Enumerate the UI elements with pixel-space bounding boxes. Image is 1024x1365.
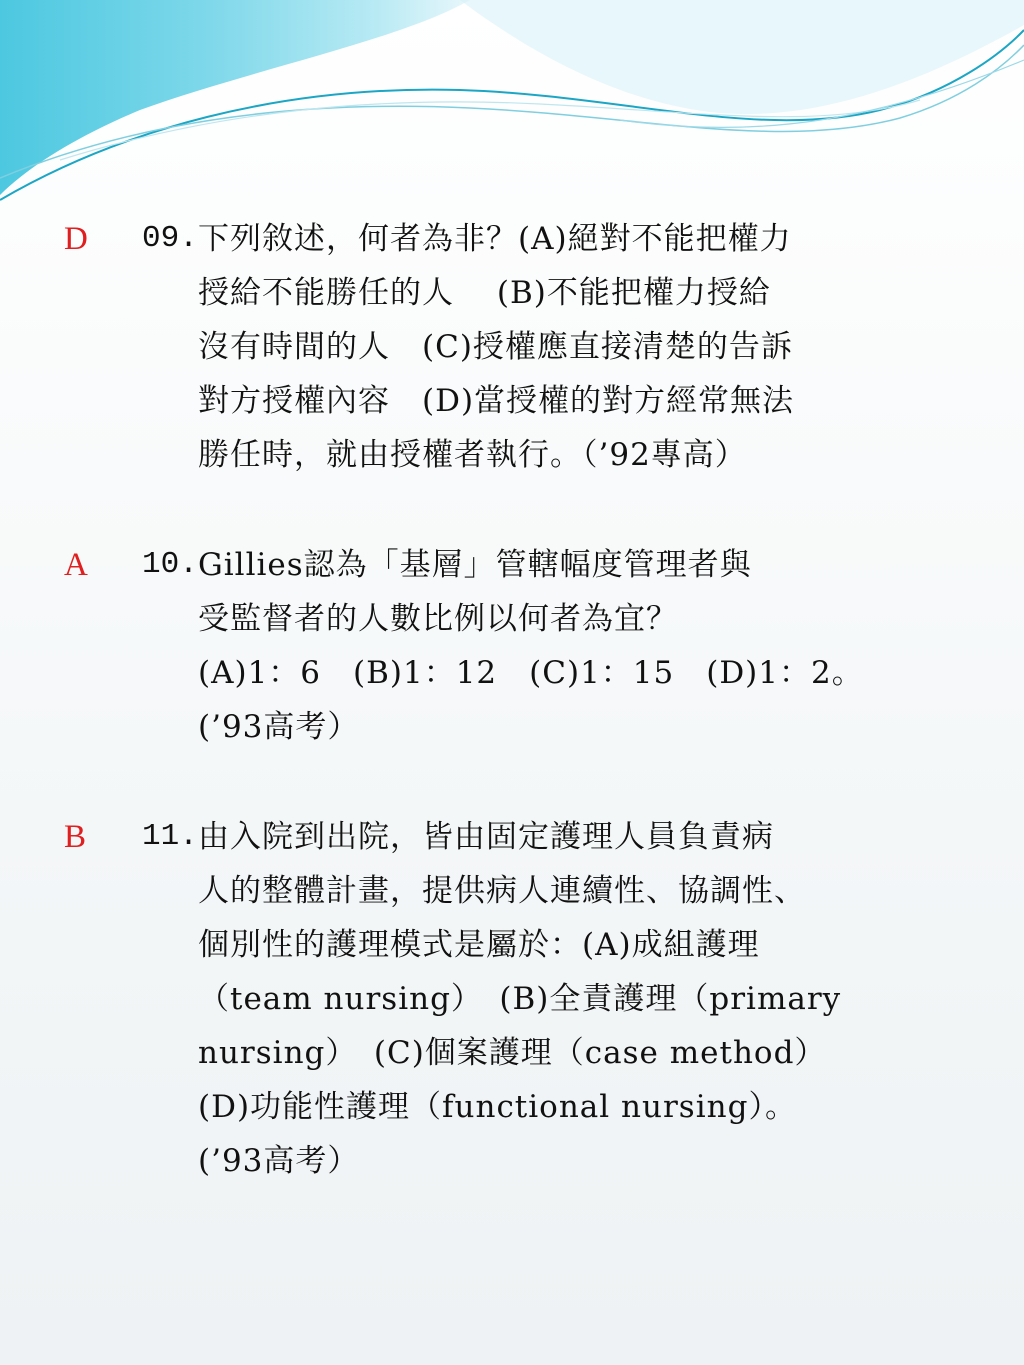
question-line: (A)1：6 (B)1：12 (C)1：15 (D)1：2。 [198,655,864,691]
question-line: 受監督者的人數比例以何者為宜？ [198,601,678,637]
question-line: 由入院到出院，皆由固定護理人員負責病 [198,819,774,855]
question-number: 11. [142,819,198,854]
question-line: Gillies認為「基層」管轄幅度管理者與 [198,547,752,583]
question-line: (D)功能性護理（functional nursing）。 [198,1089,797,1125]
question-line: 下列敘述，何者為非？(A)絕對不能把權力 [198,221,792,257]
question-text [198,538,864,754]
question-line: (’93高考） [198,1143,360,1179]
question-line: 勝任時，就由授權者執行。（’92專高） [198,437,747,473]
question-line: (’93高考） [198,709,360,745]
question-line: 沒有時間的人 (C)授權應直接清楚的告訴 [198,329,793,365]
answer-key: D [64,221,88,257]
question-line: 個別性的護理模式是屬於：(A)成組護理 [198,927,760,963]
decorative-wave-header [0,0,1024,220]
question-text [198,810,841,1188]
wave-band-blue [0,0,470,195]
answer-key: B [64,819,87,855]
question-line: （team nursing） (B)全責護理（primary [198,981,842,1017]
question-line: 授給不能勝任的人 (B)不能把權力授給 [198,275,771,311]
question-line: 對方授權內容 (D)當授權的對方經常無法 [198,383,795,419]
question-text [198,212,794,482]
question-number: 09. [142,221,198,256]
answer-key: A [64,547,88,583]
question-line: nursing） (C)個案護理（case method） [198,1035,827,1071]
question-line: 人的整體計畫，提供病人連續性、協調性、 [198,873,806,909]
question-number: 10. [142,547,198,582]
